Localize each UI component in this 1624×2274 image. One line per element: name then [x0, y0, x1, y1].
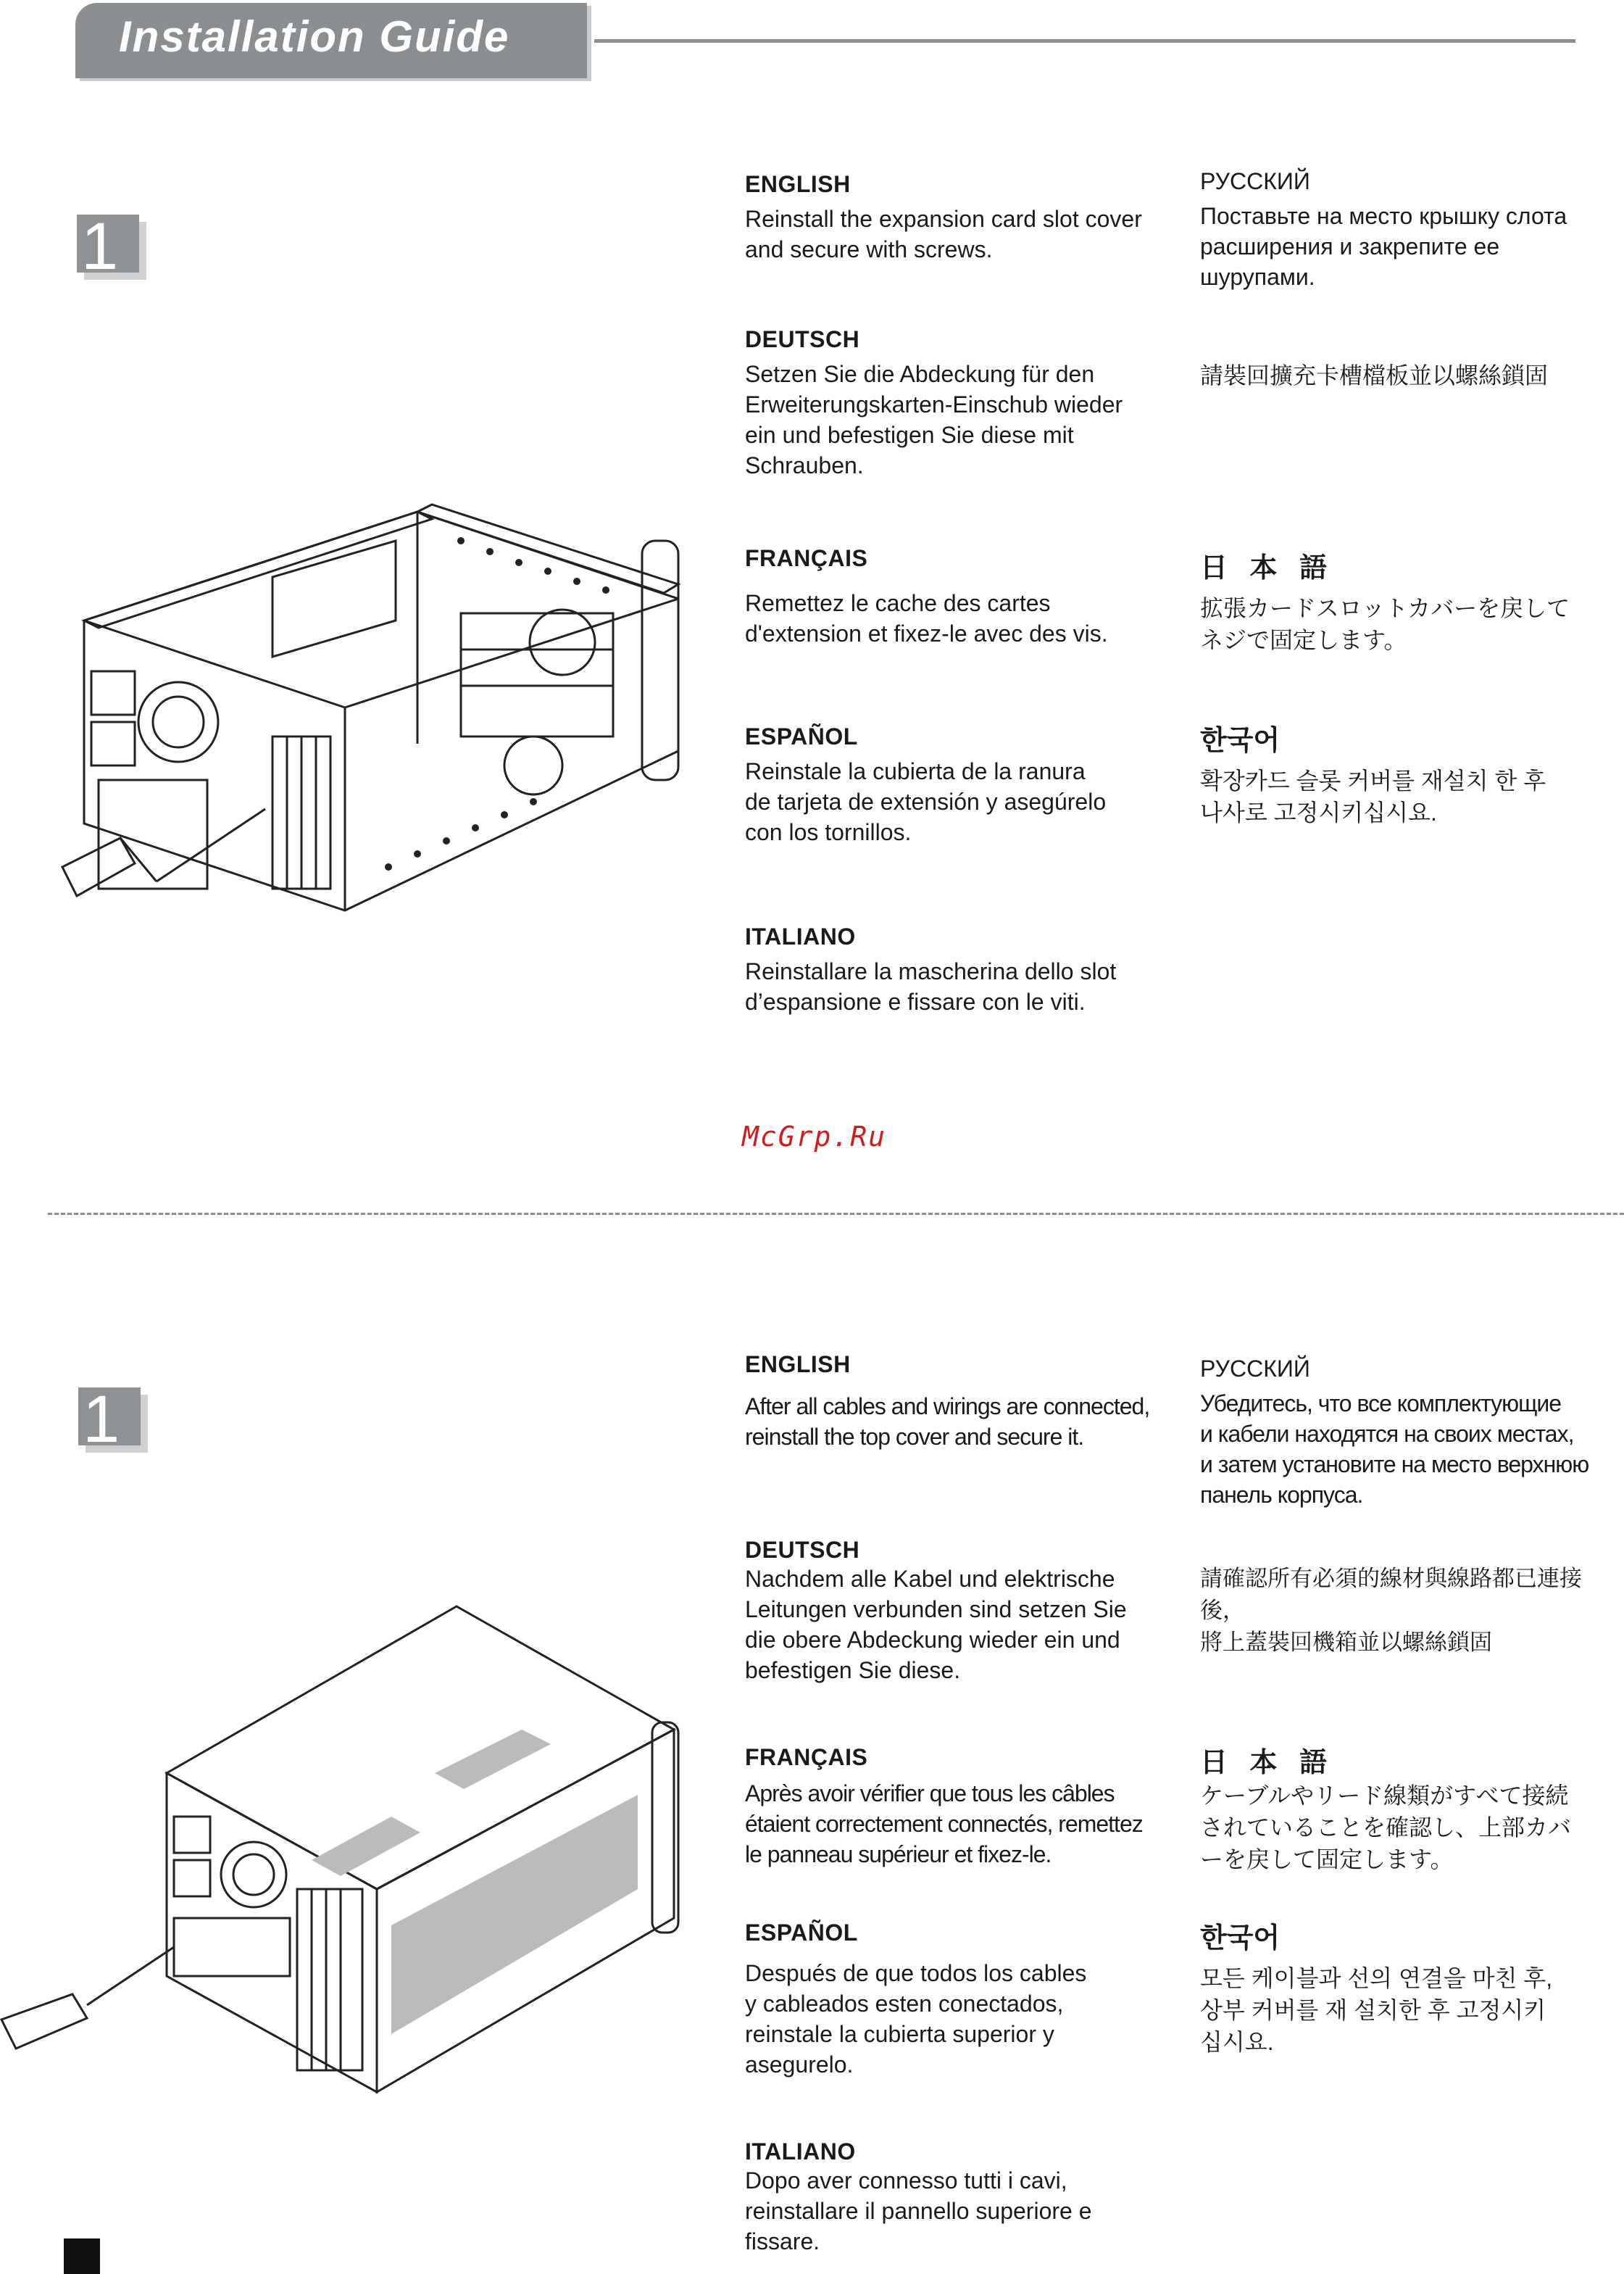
- instruction-deutsch: Nachdem alle Kabel und elektrische Leitungen verbunden sind setzen Sie die obere Abdeckung wieder ein und befestigen Sie diese.: [745, 1566, 1127, 1683]
- instruction-japanese: 拡張カードスロットカバーを戻して ネジで固定します。: [1200, 595, 1570, 653]
- instruction-italiano: Dopo aver connesso tutti i cavi, reinstallare il pannello superiore e fissare.: [745, 2167, 1092, 2254]
- section1-korean: [1200, 718, 1620, 829]
- instruction-russian: Поставьте на место крышку слота расширения и закрепите ее шурупами.: [1200, 203, 1567, 290]
- instruction-chinese: 請裝回擴充卡槽檔板並以螺絲鎖固: [1200, 362, 1549, 389]
- instruction-francais: Remettez le cache des cartes d'extension et fixez-le avec des vis.: [745, 590, 1108, 647]
- instruction-korean: 모든 케이블과 선의 연결을 마친 후, 상부 커버를 재 설치한 후 고정시키 십시요.: [1200, 1965, 1553, 2055]
- section1-deutsch: [745, 326, 1180, 481]
- lang-label-korean: 한국어: [1200, 1923, 1281, 1954]
- lang-label-italiano: ITALIANO: [745, 924, 856, 950]
- section1-espanol: [745, 723, 1180, 847]
- lang-label-japanese: 日 本 語: [1200, 1748, 1335, 1778]
- section1-chinese: [1200, 360, 1620, 391]
- watermark: McGrp.Ru: [742, 1121, 887, 1153]
- section2-russian: [1200, 1356, 1620, 1510]
- closed-chassis-illustration: [0, 1599, 696, 2107]
- section2-chinese: [1200, 1563, 1624, 1659]
- step-number: 1: [83, 1382, 120, 1456]
- instruction-deutsch: Setzen Sie die Abdeckung für den Erweiterungskarten-Einschub wieder ein und befestigen Sie diese mit Schrauben.: [745, 361, 1123, 478]
- instruction-francais: Après avoir vérifier que tous les câbles étaient correctement connectés, remettez le panneau supérieur et fixez-le.: [745, 1780, 1143, 1867]
- step-badge: [78, 1382, 141, 1456]
- section2-francais: [745, 1744, 1194, 1870]
- open-chassis-illustration: [55, 403, 693, 968]
- section2-italiano: [745, 2138, 1180, 2257]
- lang-label-english: ENGLISH: [745, 171, 851, 197]
- step-number: 1: [81, 209, 119, 283]
- lang-label-korean: 한국어: [1200, 726, 1281, 756]
- instruction-japanese: ケーブルやリード線類がすべて接続 されていることを確認し、上部カバ ーを戻して固定します。: [1200, 1783, 1572, 1872]
- instruction-english: After all cables and wirings are connected, reinstall the top cover and secure it.: [745, 1393, 1150, 1450]
- section-divider: [48, 1213, 1624, 1215]
- lang-label-japanese: 日 本 語: [1200, 553, 1335, 584]
- instruction-chinese: 請確認所有必須的線材與線路都已連接後， 將上蓋裝回機箱並以螺絲鎖固: [1200, 1566, 1582, 1655]
- page-corner-mark: [64, 2238, 100, 2274]
- step-badge: [77, 209, 139, 283]
- instruction-english: Reinstall the expansion card slot cover and secure with screws.: [745, 206, 1142, 262]
- instruction-italiano: Reinstallare la mascherina dello slot d’espansione e fissare con le viti.: [745, 958, 1117, 1015]
- lang-label-deutsch: DEUTSCH: [745, 326, 860, 352]
- section2-espanol: [745, 1920, 1180, 2080]
- lang-label-italiano: ITALIANO: [745, 2138, 856, 2165]
- section2-korean: [1200, 1915, 1620, 2058]
- section1-russian: [1200, 168, 1620, 292]
- lang-label-espanol: ESPAÑOL: [745, 1920, 858, 1946]
- section2-japanese: [1200, 1740, 1620, 1875]
- lang-label-russian: РУССКИЙ: [1200, 1356, 1310, 1382]
- lang-label-espanol: ESPAÑOL: [745, 723, 858, 750]
- instruction-espanol: Reinstale la cubierta de la ranura de tarjeta de extensión y asegúrelo con los tornillos.: [745, 758, 1107, 845]
- section2-deutsch: [745, 1537, 1180, 1685]
- lang-label-russian: РУССКИЙ: [1200, 168, 1310, 194]
- instruction-russian: Убедитесь, что все комплектующие и кабели находятся на своих местах, и затем установите на место верхнюю панель корпуса.: [1200, 1390, 1589, 1508]
- section1-italiano: [745, 924, 1180, 1017]
- section2-english: [745, 1351, 1194, 1452]
- lang-label-deutsch: DEUTSCH: [745, 1537, 860, 1563]
- instruction-korean: 확장카드 슬롯 커버를 재설치 한 후 나사로 고정시키십시요.: [1200, 768, 1546, 826]
- section1-japanese: [1200, 545, 1620, 656]
- section1-francais: [745, 545, 1180, 649]
- section1-english: [745, 171, 1180, 265]
- instruction-espanol: Después de que todos los cables y cableados esten conectados, reinstale la cubierta superior y asegurelo.: [745, 1960, 1087, 2078]
- header-rule: [594, 39, 1575, 43]
- lang-label-francais: FRANÇAIS: [745, 1744, 868, 1770]
- page-title: Installation Guide: [119, 12, 510, 61]
- lang-label-english: ENGLISH: [745, 1351, 851, 1377]
- lang-label-francais: FRANÇAIS: [745, 545, 868, 571]
